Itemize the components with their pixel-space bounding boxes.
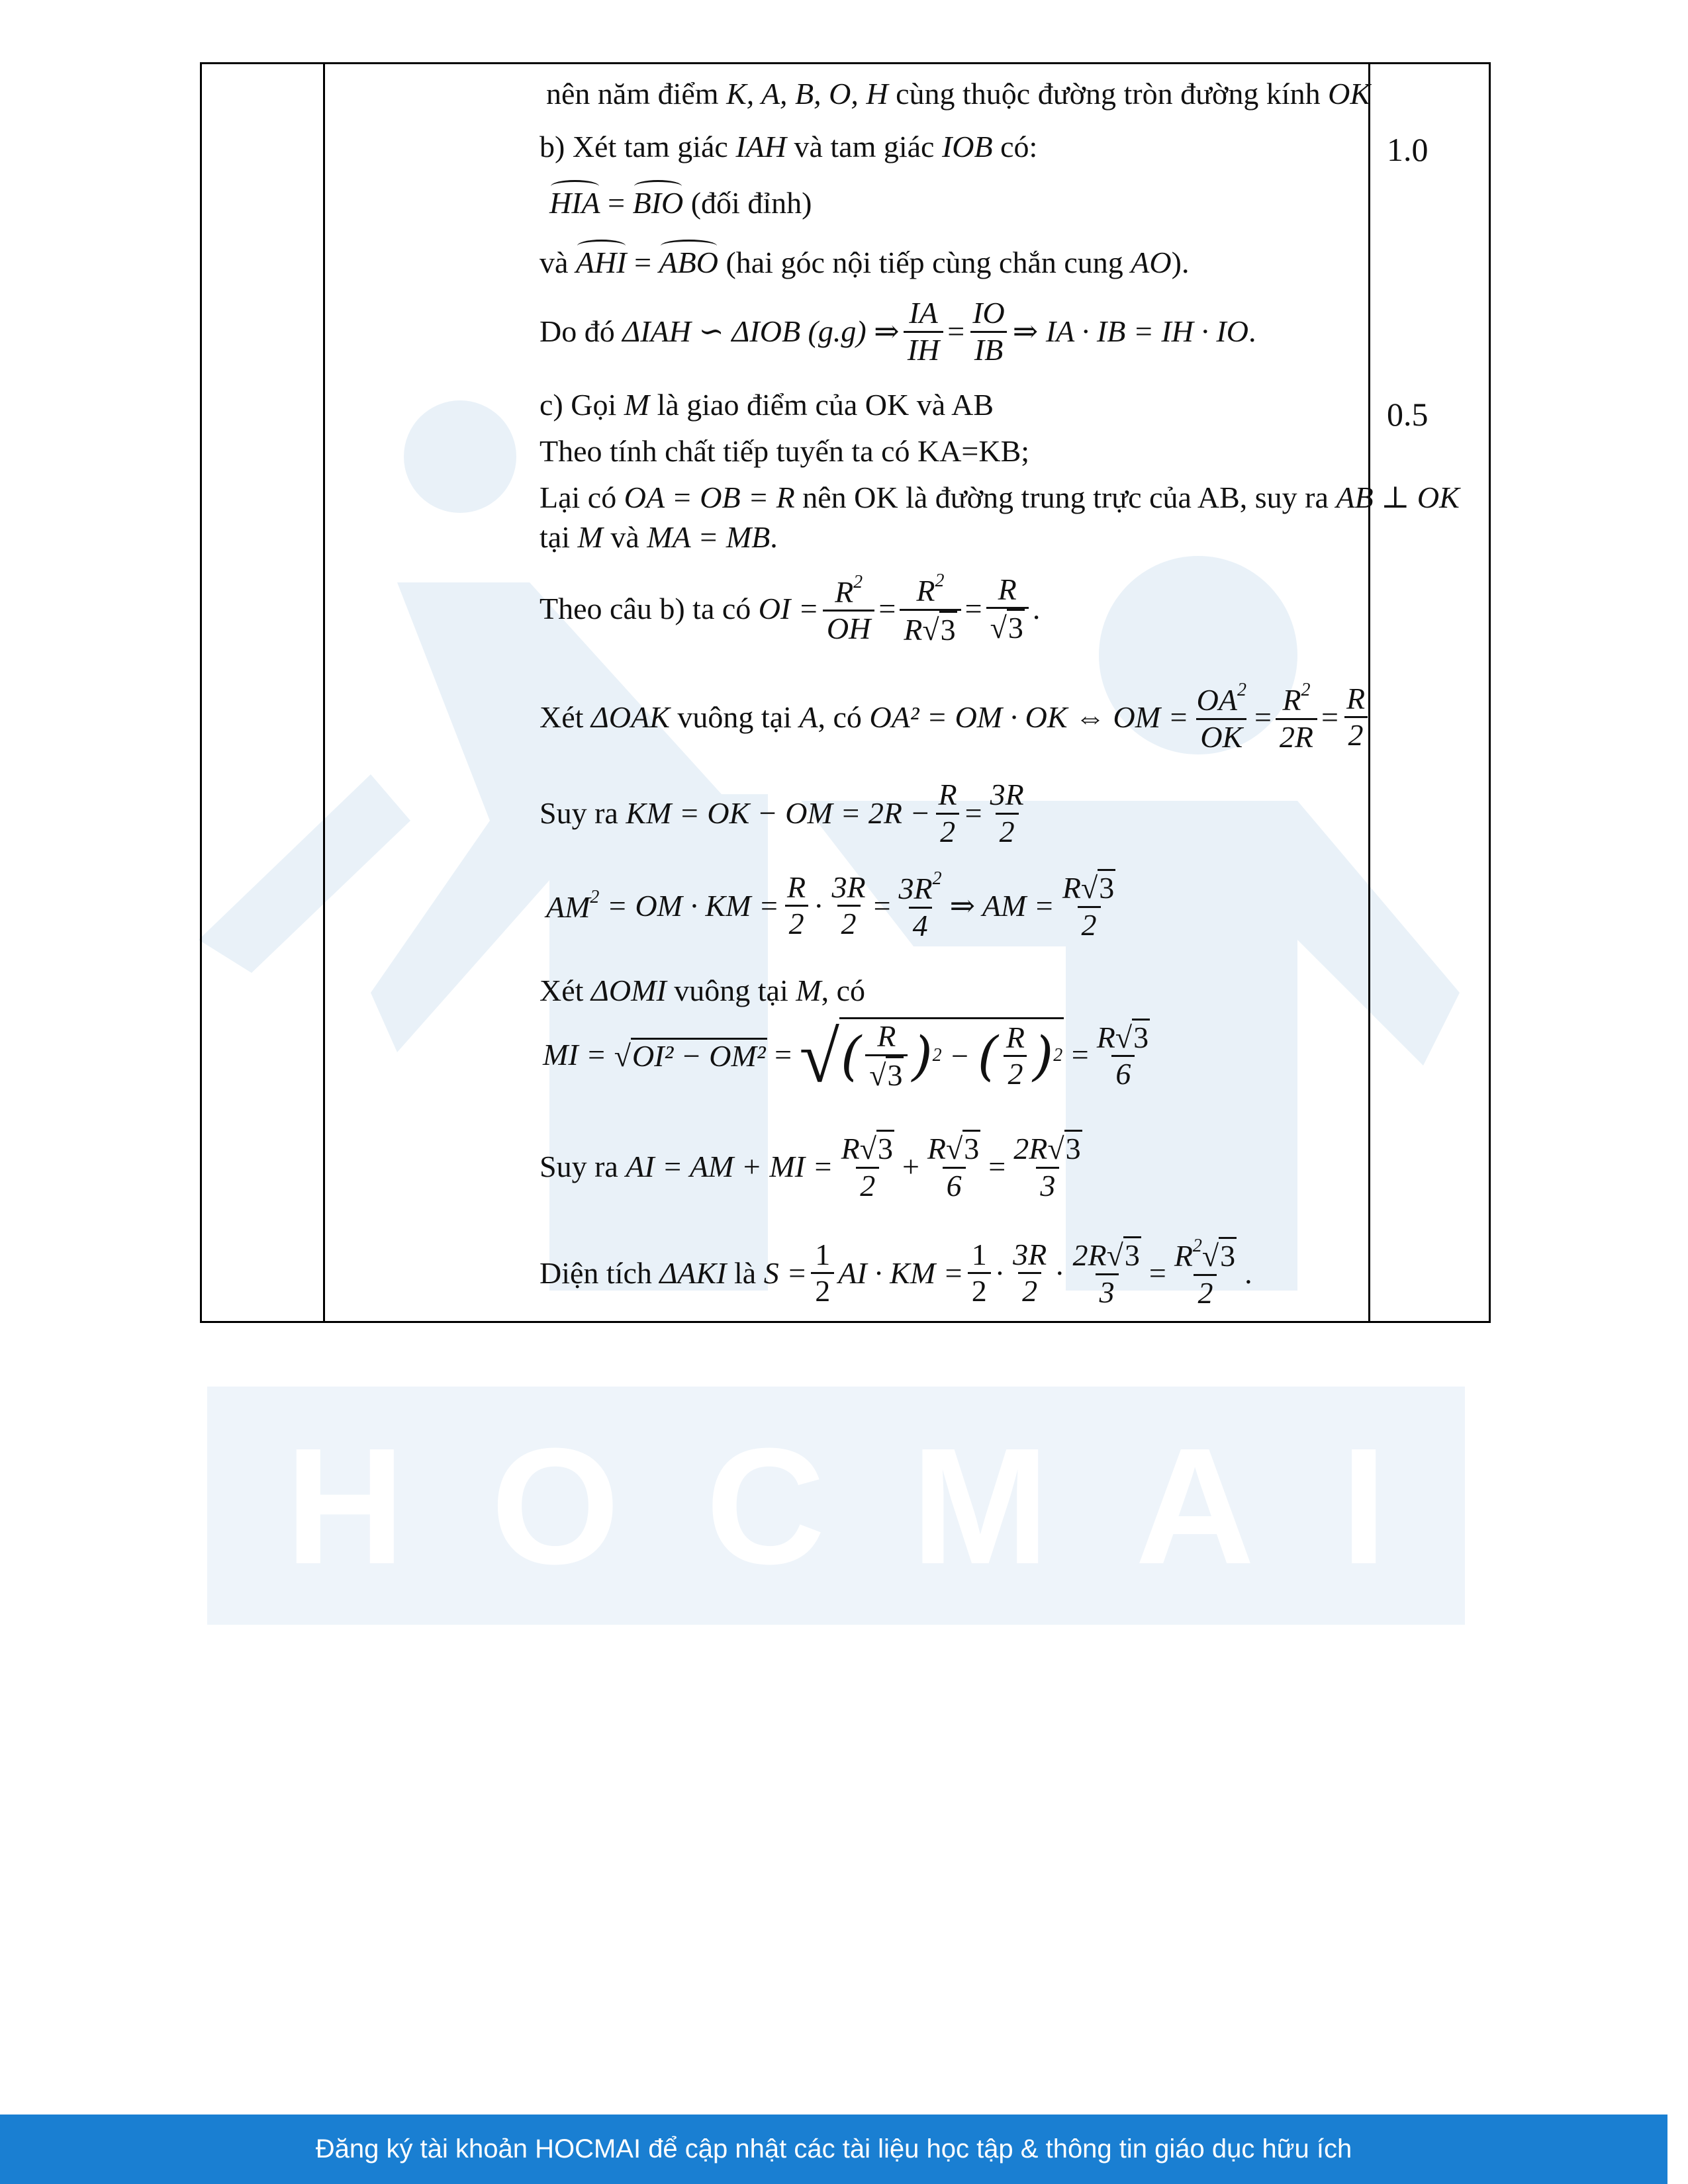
fraction: R √ 3 2 (1058, 869, 1119, 943)
footer-text: Đăng ký tài khoản HOCMAI để cập nhật các tài liệu học tập & thông tin giáo dục hữu ích (315, 2134, 1352, 2163)
fraction: R √ 3 2 (837, 1130, 898, 1204)
line-area-aki: Diện tích ΔAKI là S = $\frac{1}{2}$ AI · KM = $\frac{1}{2}$ · $\frac{3R}{2}$ · 2R √ 3 3 = $R^2$ √ 3 2 . (539, 1236, 1252, 1310)
watermark-banner (207, 1387, 1473, 1625)
line-perpendicular-bisector: Lại có OA = OB = R nên OK là đường trung trực của AB, suy ra AB ⊥ OK (539, 480, 1460, 514)
fraction: $\frac{IO}{IB}$ (968, 296, 1009, 368)
fraction: $R^2$ R √ 3 (900, 570, 961, 648)
line-oi-length: Theo câu b) ta có OI = $\frac{R^2}{OH}$ = $R^2$ R √ 3 = R √ 3 . (539, 570, 1041, 647)
fraction: $\frac{R}{2}$ (783, 870, 810, 942)
fraction: $\frac{R^2}{OH}$ (823, 572, 874, 647)
fraction: R √ 3 6 (923, 1130, 984, 1204)
fraction: 2R √ 3 3 (1009, 1130, 1086, 1204)
fraction: $\frac{R^2}{2R}$ (1276, 680, 1317, 755)
line-similar-triangles: Do đó ΔIAH ∽ ΔIOB (g.g) ⇒ $\frac{IA}{IH}$ = $\frac{IO}{IB}$ ⇒ IA · IB = IH · IO . (539, 296, 1256, 367)
line-am-length: $AM^2$ = OM · KM = $\frac{R}{2}$ · $\frac{3R}{2}$ = $\frac{3R^2}{4}$ ⇒ AM = R √ 3 2 (546, 868, 1123, 944)
fraction: 2R √ 3 3 (1069, 1236, 1145, 1310)
line-vertical-angles: HIA = BIO (đối đỉnh) (549, 186, 812, 220)
score-part-b: 1.0 (1387, 131, 1429, 168)
fraction: $\frac{3R^2}{4}$ (898, 868, 942, 942)
line-km-length: Suy ra KM = OK − OM = 2R − $\frac{R}{2}$ = $\frac{3R}{2}$ (539, 778, 1032, 850)
line-inscribed-angles: và AHI = ABO (hai góc nội tiếp cùng chắn cung AO ). (539, 246, 1190, 279)
solution-content (202, 64, 1489, 1321)
line-midpoint: tại M và MA = MB . (539, 520, 778, 554)
footer-banner[interactable] (0, 2115, 1667, 2184)
fraction: $\frac{3R}{2}$ (990, 778, 1024, 848)
big-root: √ ( R √ 3 ) 2 − ( $\frac{R}{2}$ ) 2 (799, 1016, 1063, 1097)
watermark-brand: HOCMAI (285, 1413, 1473, 1598)
score-part-c: 0.5 (1387, 396, 1429, 433)
fraction: $\frac{IA}{IH}$ (904, 296, 944, 368)
answer-table (200, 62, 1491, 1323)
fraction: $\frac{1}{2}$ (811, 1238, 834, 1310)
line-tangent-property: Theo tính chất tiếp tuyến ta có KA=KB; (539, 434, 1030, 468)
fraction: $\frac{R}{2}$ (1002, 1021, 1029, 1093)
line-part-c-intro: c) Gọi M là giao điểm của OK và AB (539, 388, 994, 422)
fraction: $R^2$ √ 3 2 (1174, 1236, 1236, 1310)
fraction: $\frac{R}{2}$ (935, 778, 961, 850)
line-triangle-oak: Xét ΔOAK vuông tại A , có OA² = OM · OK ⇔ OM = $\frac{OA^2}{OK}$ = $\frac{R^2}{2R}$ = $\frac{R}{2}$ (539, 680, 1373, 755)
fraction: $\frac{3R}{2}$ (1013, 1237, 1047, 1308)
fraction: R √ 3 (986, 572, 1029, 647)
fraction: $\frac{3R}{2}$ (831, 870, 866, 941)
fraction: $\frac{1}{2}$ (968, 1238, 991, 1310)
line-triangle-omi: Xét ΔOMI vuông tại M , có (539, 974, 866, 1007)
line-five-points: nên năm điểm K, A, B, O, H cùng thuộc đường tròn đường kính OK (546, 77, 1371, 111)
fraction: $\frac{OA^2}{OK}$ (1196, 680, 1246, 754)
line-ai-length: Suy ra AI = AM + MI = R √ 3 2 + R √ 3 6 = 2R √ 3 3 (539, 1130, 1090, 1204)
line-part-b-intro: b) Xét tam giác IAH và tam giác IOB có: (539, 130, 1038, 163)
fraction: $\frac{R}{2}$ (1342, 682, 1369, 754)
line-mi-length: MI = √ OI² − OM² = √ ( R √ 3 ) 2 − ( $\frac{R}{2}$ ) 2 = R √ 3 6 (543, 1017, 1158, 1093)
fraction: R √ 3 6 (1093, 1019, 1154, 1093)
fraction: R √ 3 (865, 1019, 908, 1093)
